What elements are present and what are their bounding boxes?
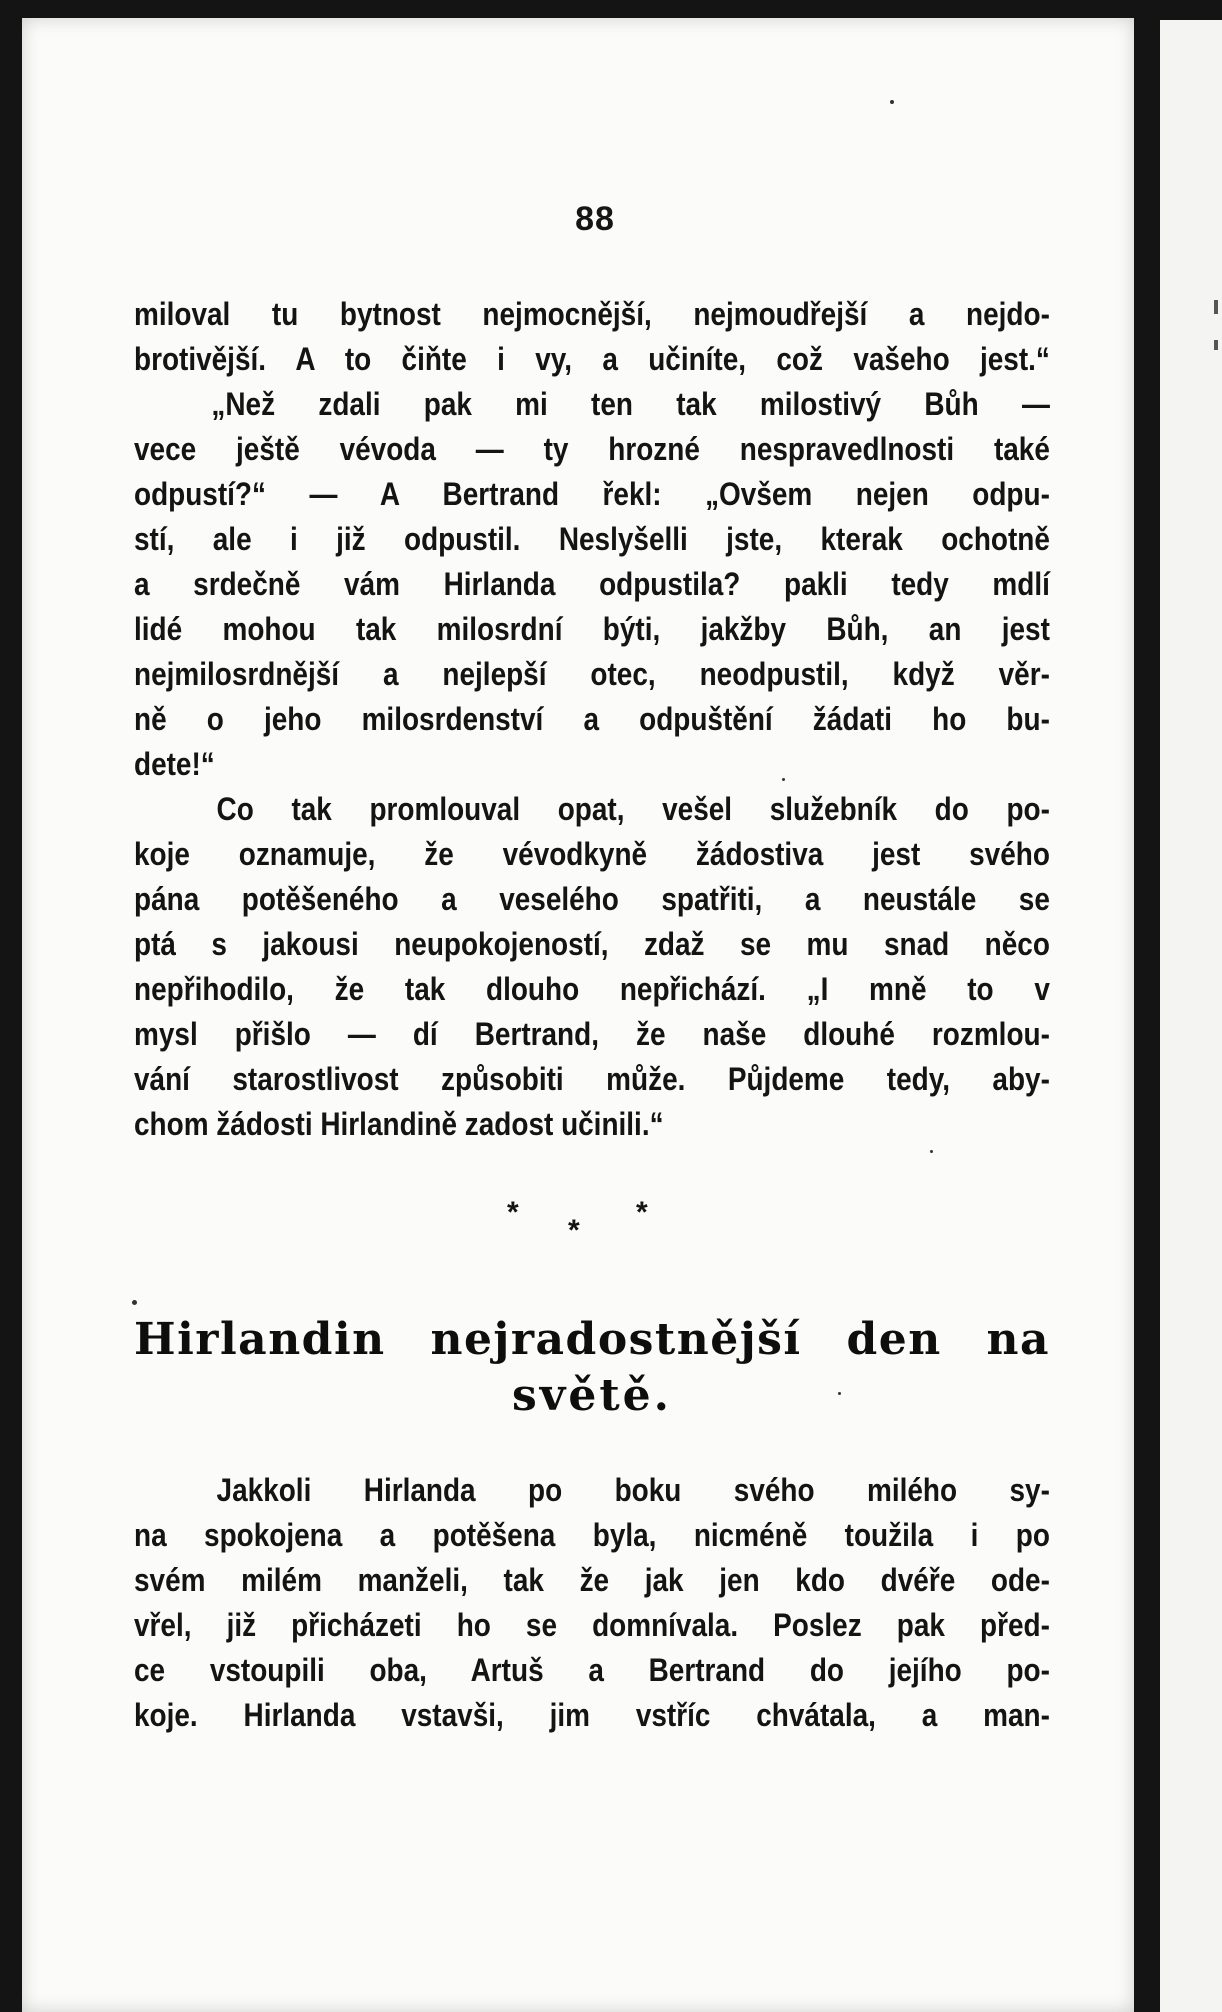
- chapter-heading-line: světě.: [512, 1370, 672, 1421]
- text-line: chom žádosti Hirlandině zadost učinili.“: [134, 1106, 664, 1142]
- text-line: brotivější. A to čiňte i vy, a učiníte, což vašeho jest.“: [134, 341, 1050, 377]
- print-speck: [838, 1392, 841, 1395]
- text-line: na spokojena a potěšena byla, nicméně toužila i po: [134, 1517, 1050, 1553]
- text-line: a srdečně vám Hirlanda odpustila? pakli tedy mdlí: [134, 566, 1050, 602]
- text-line: ně o jeho milosrdenství a odpuštění žádati ho bu-: [134, 701, 1050, 737]
- separator-star: *: [636, 1196, 648, 1229]
- text-line: Co tak promlouval opat, vešel služebník do po-: [216, 791, 1050, 827]
- text-line: koje. Hirlanda vstavši, jim vstříc chvátala, a man-: [134, 1697, 1050, 1733]
- text-line: vřel, již přicházeti ho se domnívala. Poslez pak před-: [134, 1607, 1050, 1643]
- text-line: nepřihodilo, že tak dlouho nepřichází. „I mně to v: [134, 971, 1050, 1007]
- text-line: Jakkoli Hirlanda po boku svého milého sy-: [216, 1472, 1050, 1508]
- adjacent-page-edge: [1160, 20, 1222, 2012]
- print-speck: [890, 100, 894, 104]
- page-number: 88: [575, 200, 615, 238]
- text-line: nejmilosrdnější a nejlepší otec, neodpustil, když věr-: [134, 656, 1050, 692]
- text-line: stí, ale i již odpustil. Neslyšelli jste, kterak ochotně: [134, 521, 1050, 557]
- text-line: mysl přišlo — dí Bertrand, že naše dlouhé rozmlou-: [134, 1016, 1050, 1052]
- separator-star: *: [507, 1196, 519, 1229]
- section-separator: [0, 1196, 1190, 1256]
- text-line: vece ještě vévoda — ty hrozné nespravedlnosti také: [134, 431, 1050, 467]
- upper-paragraphs: [134, 292, 1050, 1147]
- text-line: dete!“: [134, 746, 215, 782]
- text-line: pána potěšeného a veselého spatřiti, a neustále se: [134, 881, 1050, 917]
- separator-star: *: [568, 1214, 580, 1247]
- chapter-heading: [134, 1312, 1050, 1424]
- adjacent-page-mark: [1214, 300, 1218, 314]
- text-line: svém milém manželi, tak že jak jen kdo dvéře ode-: [134, 1562, 1050, 1598]
- text-line: koje oznamuje, že vévodkyně žádostiva jest svého: [134, 836, 1050, 872]
- text-line: odpustí?“ — A Bertrand řekl: „Ovšem nejen odpu-: [134, 476, 1050, 512]
- text-line: ptá s jakousi neupokojeností, zdaž se mu snad něco: [134, 926, 1050, 962]
- adjacent-page-mark: [1214, 340, 1218, 350]
- text-line: lidé mohou tak milosrdní býti, jakžby Bůh, an jest: [134, 611, 1050, 647]
- print-speck: [132, 1300, 137, 1305]
- chapter-heading-line: Hirlandin nejradostnější den na: [134, 1314, 1050, 1365]
- text-line: „Než zdali pak mi ten tak milostivý Bůh —: [211, 386, 1050, 422]
- text-line: ce vstoupili oba, Artuš a Bertrand do jejího po-: [134, 1652, 1050, 1688]
- print-speck: [930, 1150, 933, 1153]
- lower-paragraph: [134, 1468, 1050, 1738]
- text-line: vání starostlivost způsobiti může. Půjdeme tedy, aby-: [134, 1061, 1050, 1097]
- text-line: miloval tu bytnost nejmocnější, nejmoudřejší a nejdo-: [134, 296, 1050, 332]
- print-speck: [782, 778, 785, 781]
